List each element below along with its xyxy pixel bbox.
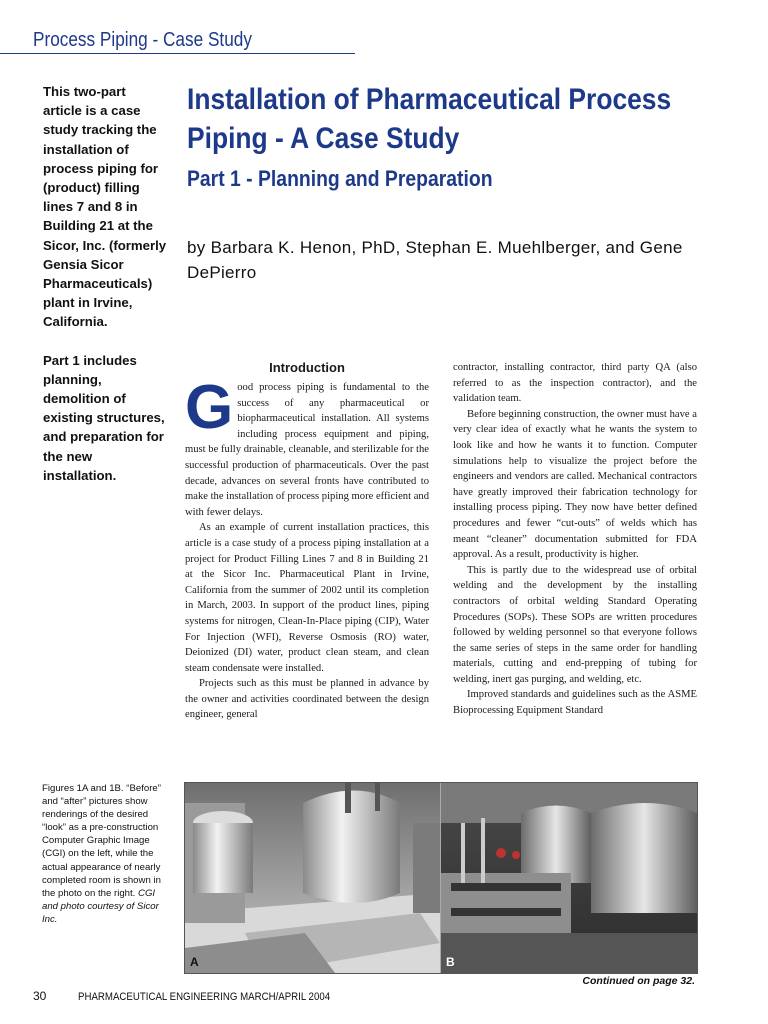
figure-1a-cgi-image	[185, 783, 440, 973]
drop-cap: G	[185, 373, 234, 442]
page-footer	[33, 989, 365, 1003]
article-authors: by Barbara K. Henon, PhD, Stephan E. Muehlberger, and Gene DePierro	[187, 238, 683, 282]
page-number: 30	[33, 989, 47, 1003]
sidebar-summary	[43, 82, 168, 504]
paragraph: contractor, installing contractor, third party QA (also referred to as the inspection contractor), and the validation team.	[453, 362, 697, 405]
sidebar-part1-text: Part 1 includes planning, demolition of existing structures, and preparation for the new installation.	[43, 352, 165, 483]
paragraph: Before beginning construction, the owner must have a very clear idea of exactly what he wants the system to look like and how he wants it to function. Computer simulations help to visualize the project before the engineers and vendors are called. Mechanical contractors have greatly improved their fabrication technology for installing process piping. They now have better defined procedures and fewer “cut-outs” of welds which has meant “cleaner” documentation submitted for FDA approval. As a result, productivity is higher.	[453, 408, 697, 561]
paragraph: This is partly due to the widespread use of orbital welding and the development by the installing contractors of orbital welding Standard Operating Procedures (SOPs). These SOPs are written procedures followed by welding personnel so that everyone follows the same series of steps in the same order for handling materials, cutting and end-prepping of tubing for welding, inert gas purging, and welding, etc.	[453, 564, 697, 685]
article-subtitle: Part 1 - Planning and Preparation	[187, 166, 493, 191]
room-photo-graphic	[441, 783, 697, 973]
paragraph: Improved standards and guidelines such as the ASME Bioprocessing Equipment Standard	[453, 689, 697, 717]
figure-credit: CGI and photo courtesy of Sicor Inc.	[42, 887, 159, 925]
intro-heading: Introduction	[269, 360, 345, 375]
paragraph: Projects such as this must be planned in advance by the owner and activities coordinated between the design engineer, general	[185, 678, 429, 721]
journal-issue: PHARMACEUTICAL ENGINEERING MARCH/APRIL 2004	[78, 991, 331, 1003]
figure-1b-photo	[441, 783, 697, 973]
continued-note: Continued on page 32.	[582, 975, 695, 987]
section-rule	[0, 53, 355, 54]
paragraph: ood process piping is fundamental to the success of any pharmaceutical or biopharmaceutical installation. All systems including process equipment and piping, must be fully drainable, cleanable, and sterilizable for the successful production of pharmaceuticals. Over the past decade, advances on several fronts have contributed to make the installation of process piping more efficient and with fewer delays.	[185, 382, 429, 518]
figure-label-a: A	[190, 955, 199, 969]
figure-images	[184, 782, 698, 974]
figure-caption	[42, 782, 164, 926]
body-column-1	[185, 360, 429, 723]
sidebar-summary-text: This two-part article is a case study tracking the installation of process piping for (product) filling lines 7 and 8 in Building 21 at the Sicor, Inc. (formerly Gensia Sicor Pharmaceuticals) plant in Irvine, California.	[43, 84, 167, 330]
article-title: Installation of Pharmaceutical Process Piping - A Case Study	[187, 83, 672, 155]
paragraph: As an example of current installation practices, this article is a case study of a process piping installation at a project for Product Filling Lines 7 and 8 in Building 21 at the Sicor Inc. Pharmaceutical Plant in Irvine, California from the summer of 2002 until its completion in March, 2003. In support of the product lines, piping systems for nitrogen, Clean-In-Place piping (CIP), Water For Injection (WFI), Reverse Osmosis (RO) water, Deionized (DI) water, product clean steam, and clean steam condensate were installed.	[185, 522, 429, 674]
figure-label-b: B	[446, 955, 455, 969]
cgi-rendering-graphic	[185, 783, 440, 973]
figure-caption-text: Figures 1A and 1B. “Before” and “after” pictures show renderings of the desired “look” as a pre-construction Computer Graphic Image (CGI) on the left, while the actual appearance of nearly completed room is shown in the photo on the right.	[42, 783, 161, 899]
section-header: Process Piping - Case Study	[33, 29, 252, 51]
body-column-2	[453, 360, 697, 719]
